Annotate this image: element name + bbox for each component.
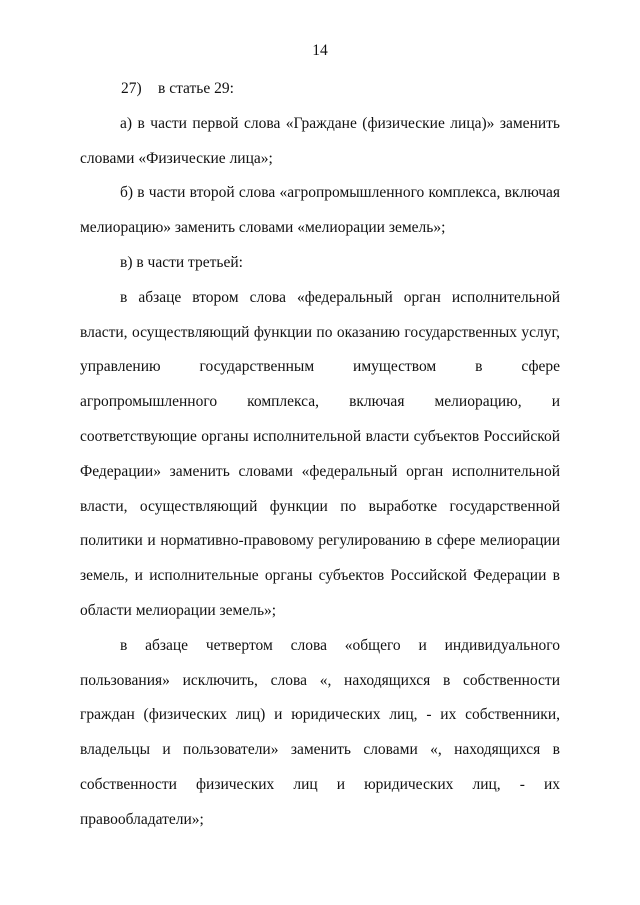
item-lead: в статье 29: [158, 80, 234, 97]
paragraph-part-three: в) в части третьей: [120, 253, 243, 271]
page-number: 14 [312, 42, 328, 59]
paragraph-fourth-clause: в абзаце четвертом слова «общего и индивидуального пользования» исключить, слова «, находящихся в собственности граждан (физических лиц) и юридических лиц, - их собственники, владельцы и пользователи» заменить словами «, находящихся в собственности физических лиц и юридических лиц, - их правообладатели»; [80, 636, 560, 828]
paragraph-part-one: а) в части первой слова «Граждане (физические лица)» заменить словами «Физические лица»; [80, 114, 560, 167]
amendment-item-27 [80, 72, 560, 107]
item-number: 27) [121, 80, 142, 97]
document-body [80, 72, 560, 838]
paragraph-second-clause: в абзаце втором слова «федеральный орган исполнительной власти, осуществляющий функции по оказанию государственных услуг, управлению государственным имуществом в сфере агропромышленного комплекса, включая мелиорацию, и соответствующие органы исполнительной власти субъектов Российской Федерации» заменить словами «федеральный орган исполнительной власти, осуществляющий функции по выработке государственной политики и нормативно-правовому регулированию в сфере мелиорации земель, и исполнительные органы субъектов Российской Федерации в области мелиорации земель»; [80, 288, 560, 619]
paragraph-part-two: б) в части второй слова «агропромышленного комплекса, включая мелиорацию» заменить словами «мелиорации земель»; [80, 184, 560, 237]
